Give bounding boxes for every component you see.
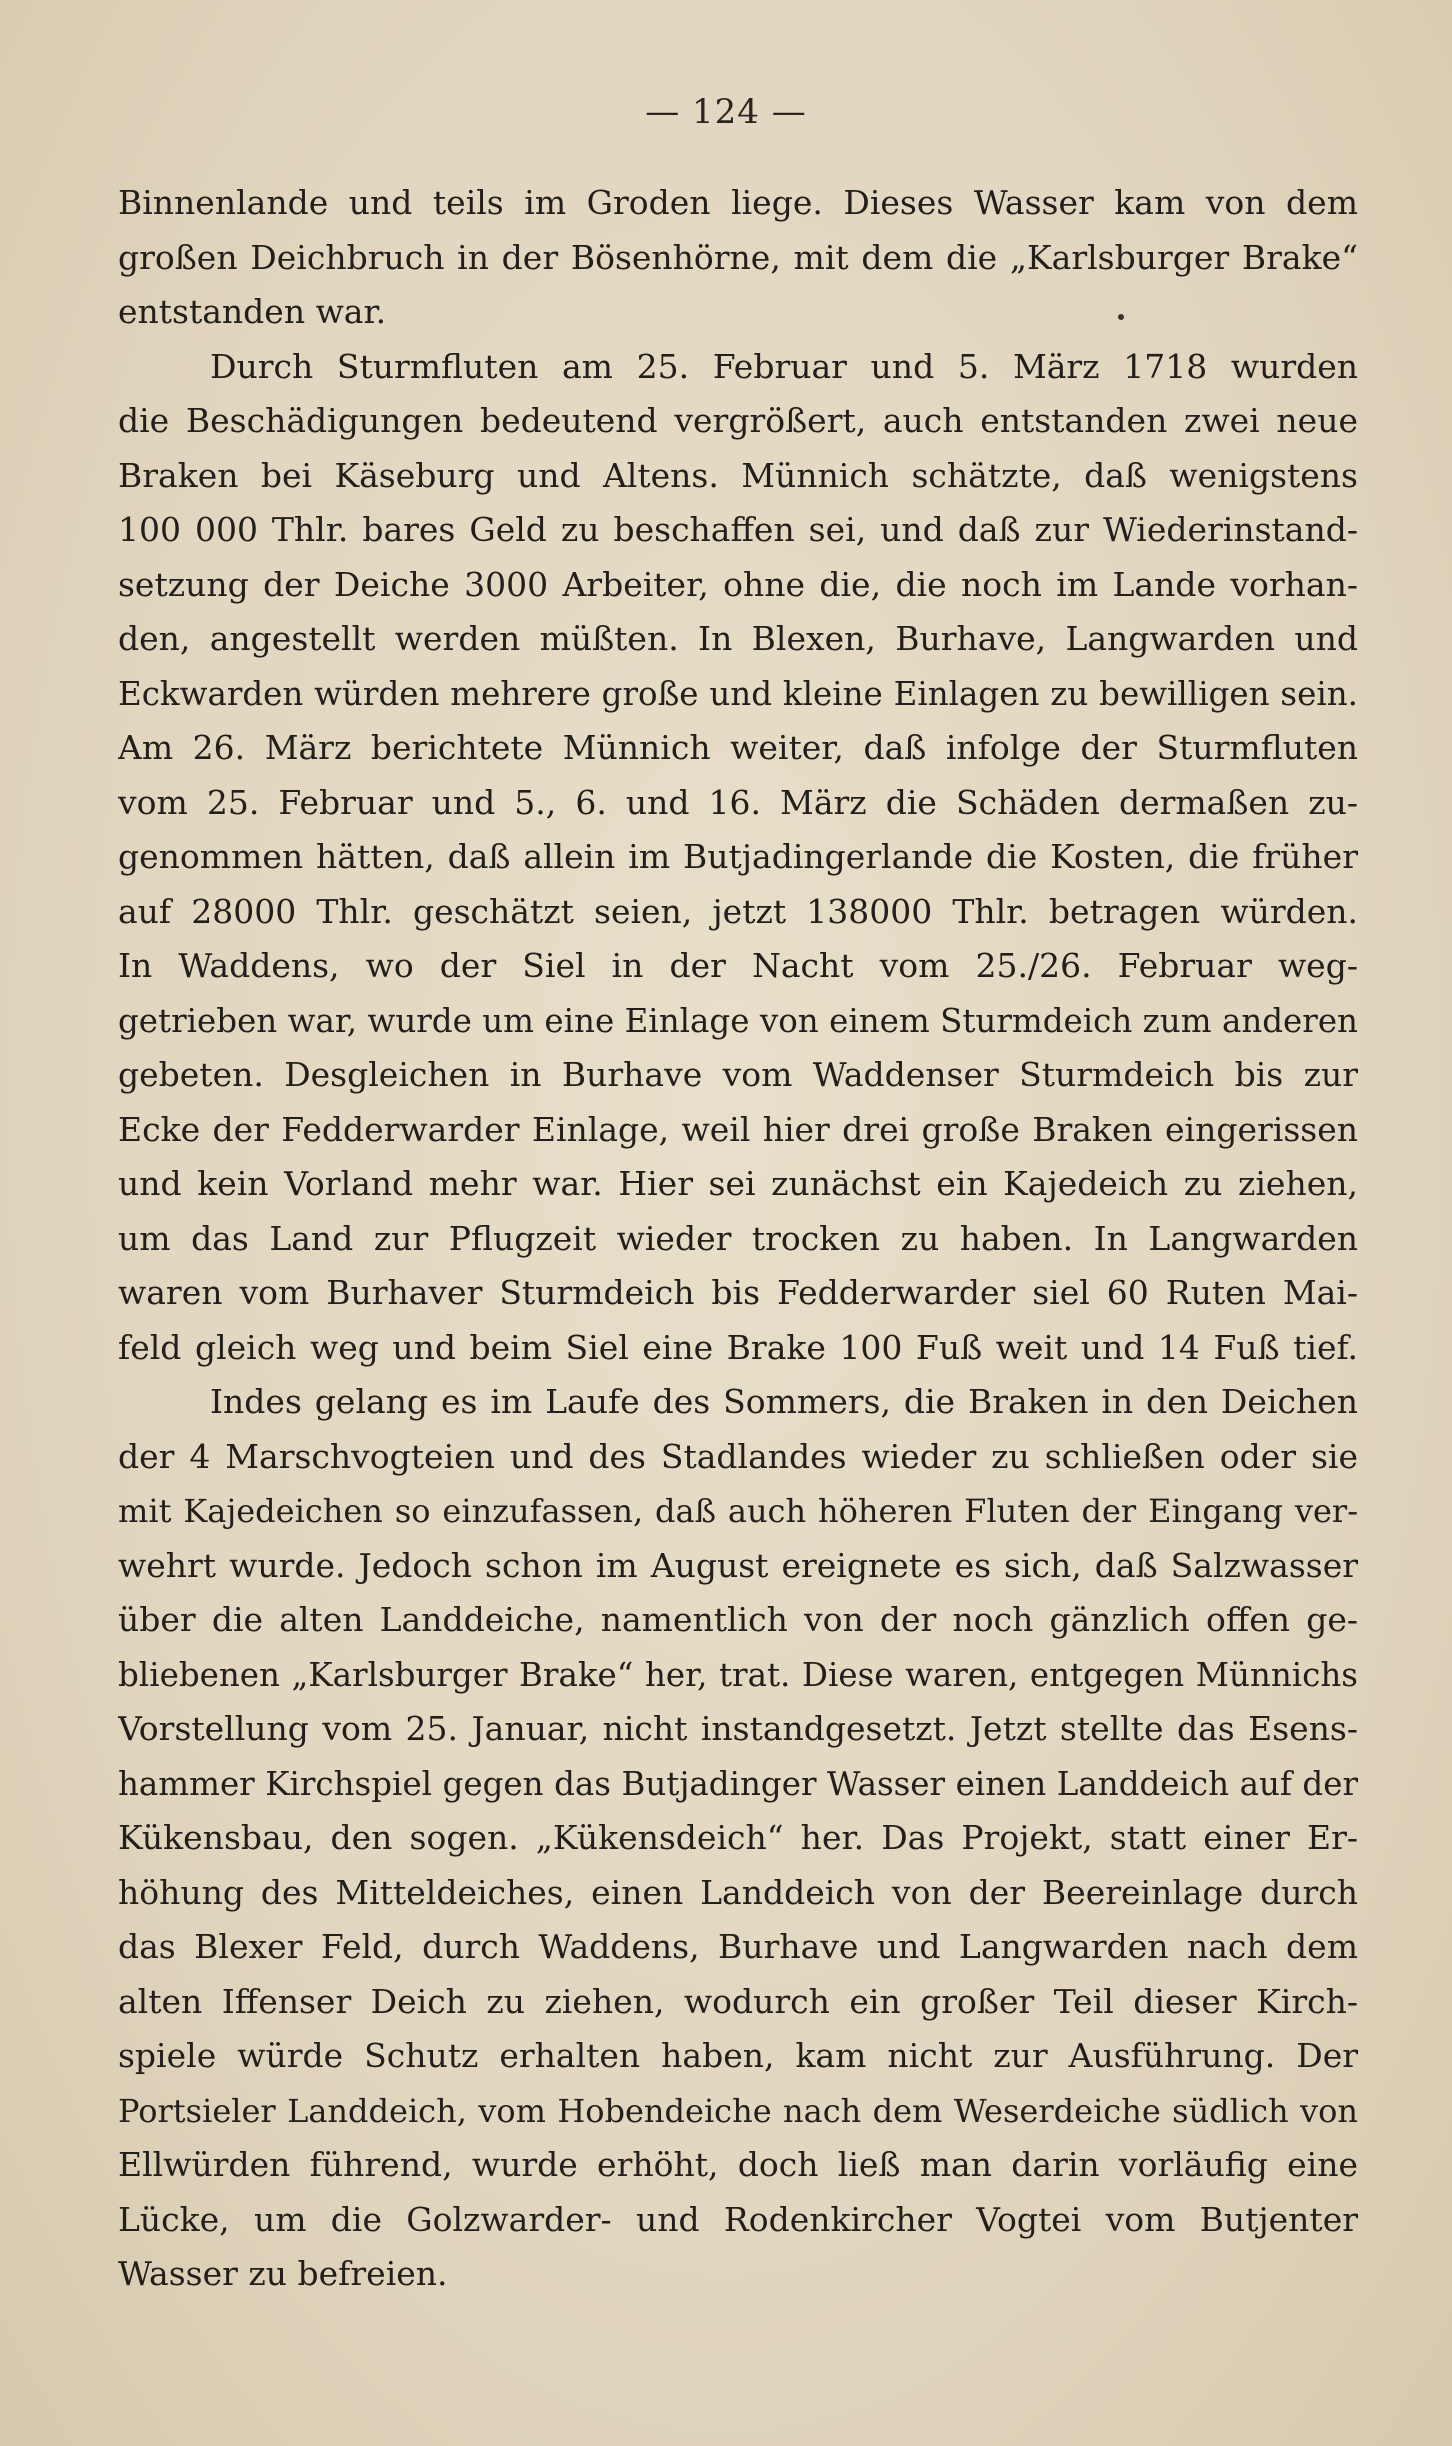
- text-line: alten Iffenser Deich zu ziehen, wodurch ein großer Teil dieser Kirch-: [118, 1981, 1358, 2021]
- text-line: das Blexer Feld, durch Waddens, Burhave und Langwarden nach dem: [118, 1927, 1358, 1966]
- text-line: bliebenen „Karlsburger Brake“ her, trat. Diese waren, entgegen Münnichs: [118, 1655, 1358, 1694]
- text-line: 100 000 Thlr. bares Geld zu beschaffen sei, und daß zur Wiederinstand-: [118, 510, 1358, 549]
- text-line: Wasser zu befreien.: [118, 2254, 448, 2293]
- text-line: Portsieler Landdeich, vom Hobendeiche nach dem Weserdeiche südlich von: [118, 2091, 1358, 2130]
- text-line: feld gleich weg und beim Siel eine Brake 100 Fuß weit und 14 Fuß tief.: [118, 1327, 1358, 1367]
- text-line: die Beschädigungen bedeutend vergrößert, auch entstanden zwei neue: [118, 401, 1358, 440]
- text-line: auf 28000 Thlr. geschätzt seien, jetzt 138000 Thlr. betragen würden.: [118, 891, 1358, 931]
- text-line: und kein Vorland mehr war. Hier sei zunächst ein Kajedeich zu ziehen,: [118, 1164, 1358, 1203]
- text-line: Kükensbau, den sogen. „Kükensdeich“ her. Das Projekt, statt einer Er-: [118, 1818, 1358, 1857]
- text-line: Eckwarden würden mehrere große und kleine Einlagen zu bewilligen sein.: [118, 674, 1358, 713]
- text-line: In Waddens, wo der Siel in der Nacht vom 25./26. Februar weg-: [118, 946, 1358, 985]
- text-line: Am 26. März berichtete Münnich weiter, daß infolge der Sturmfluten: [118, 728, 1358, 767]
- text-line: spiele würde Schutz erhalten haben, kam nicht zur Ausführung. Der: [118, 2036, 1358, 2075]
- text-line: Ecke der Fedderwarder Einlage, weil hier drei große Braken eingerissen: [118, 1109, 1358, 1149]
- ink-speck: [1118, 314, 1124, 320]
- text-line: vom 25. Februar und 5., 6. und 16. März die Schäden dermaßen zu-: [118, 782, 1358, 822]
- text-line: der 4 Marschvogteien und des Stadlandes wieder zu schließen oder sie: [118, 1436, 1358, 1476]
- text-line: höhung des Mitteldeiches, einen Landdeich von der Beereinlage durch: [118, 1872, 1358, 1912]
- text-line: Durch Sturmfluten am 25. Februar und 5. März 1718 wurden: [210, 346, 1358, 386]
- text-line: getrieben war, wurde um eine Einlage von einem Sturmdeich zum anderen: [118, 1001, 1358, 1040]
- text-line: entstanden war.: [118, 292, 387, 331]
- text-line: den, angestellt werden müßten. In Blexen, Burhave, Langwarden und: [118, 619, 1358, 658]
- text-line: Lücke, um die Golzwarder- und Rodenkircher Vogtei vom Butjenter: [118, 2199, 1358, 2239]
- text-line: genommen hätten, daß allein im Butjadingerlande die Kosten, die früher: [118, 837, 1358, 876]
- text-line: Vorstellung vom 25. Januar, nicht instandgesetzt. Jetzt stellte das Esens-: [118, 1709, 1358, 1748]
- text-line: Indes gelang es im Laufe des Sommers, die Braken in den Deichen: [210, 1382, 1358, 1421]
- text-line: waren vom Burhaver Sturmdeich bis Fedderwarder siel 60 Ruten Mai-: [118, 1273, 1358, 1312]
- text-line: Braken bei Käseburg und Altens. Münnich schätzte, daß wenigstens: [118, 455, 1358, 495]
- text-line: über die alten Landdeiche, namentlich von der noch gänzlich offen ge-: [118, 1600, 1358, 1639]
- text-line: Ellwürden führend, wurde erhöht, doch ließ man darin vorläufig eine: [118, 2145, 1358, 2184]
- text-line: wehrt wurde. Jedoch schon im August ereignete es sich, daß Salzwasser: [118, 1545, 1358, 1585]
- text-line: gebeten. Desgleichen in Burhave vom Waddenser Sturmdeich bis zur: [118, 1055, 1358, 1094]
- text-line: großen Deichbruch in der Bösenhörne, mit dem die „Karlsburger Brake“: [118, 237, 1358, 277]
- text-line: um das Land zur Pflugzeit wieder trocken zu haben. In Langwarden: [118, 1218, 1358, 1258]
- text-line: Binnenlande und teils im Groden liege. Dieses Wasser kam von dem: [118, 183, 1358, 222]
- page-number: — 124 —: [645, 92, 807, 132]
- text-line: mit Kajedeichen so einzufassen, daß auch höheren Fluten der Eingang ver-: [118, 1492, 1358, 1530]
- text-line: setzung der Deiche 3000 Arbeiter, ohne die, die noch im Lande vorhan-: [118, 564, 1358, 604]
- text-line: hammer Kirchspiel gegen das Butjadinger Wasser einen Landdeich auf der: [118, 1764, 1358, 1803]
- body-text: [118, 176, 1358, 2302]
